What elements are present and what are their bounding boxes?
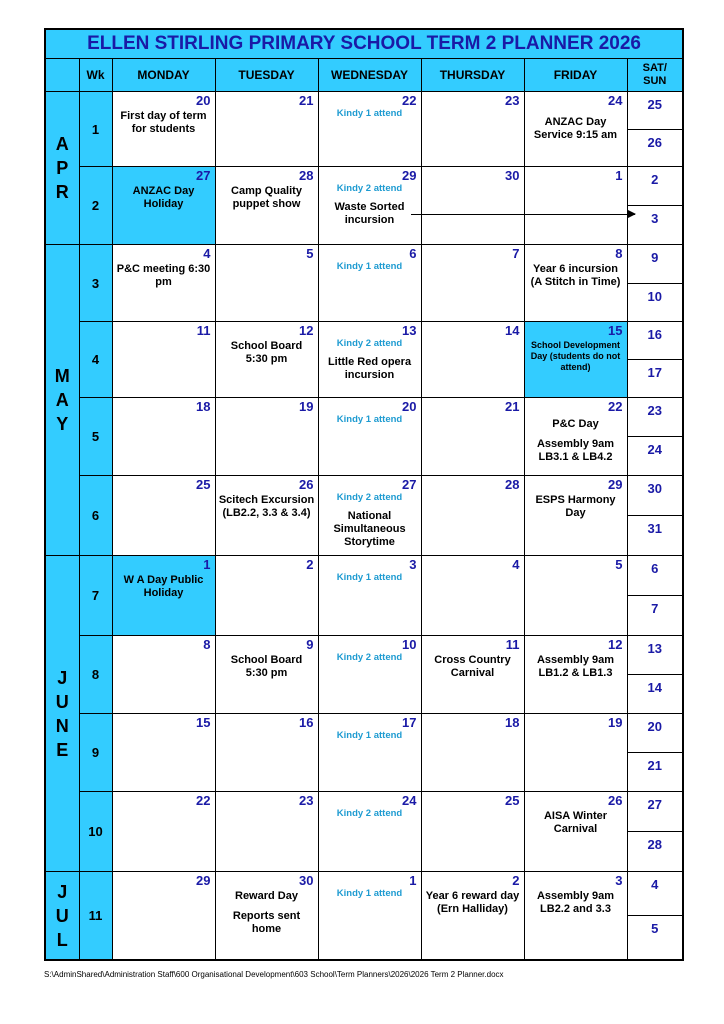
date-number: 30 <box>299 873 314 888</box>
event-text: Year 6 reward day (Ern Halliday) <box>425 890 520 915</box>
day-cell-wed <box>318 92 421 167</box>
event-text: School Development Day (students do not attend) <box>530 340 621 372</box>
week-number: 3 <box>79 245 112 322</box>
event-list <box>216 890 318 936</box>
month-label-june: J U N E <box>45 556 79 872</box>
kindy-attend-note: Kindy 1 attend <box>336 730 403 741</box>
day-cell-tue <box>215 167 318 245</box>
date-number: 1 <box>615 168 623 183</box>
day-cell-wed <box>318 792 421 872</box>
day-cell-wed <box>318 476 421 556</box>
week-number: 11 <box>79 872 112 961</box>
week-row <box>45 167 683 245</box>
saturday-date: 2 <box>651 172 659 187</box>
saturday-date: 16 <box>647 327 662 342</box>
event-text: Assembly 9am LB3.1 & LB4.2 <box>536 438 615 463</box>
day-cell-tue <box>215 398 318 476</box>
date-number: 7 <box>512 246 520 261</box>
saturday-date: 25 <box>647 97 662 112</box>
date-number: 22 <box>196 793 211 808</box>
week-row <box>45 398 683 476</box>
day-cell-thu <box>421 476 524 556</box>
day-cell-fri <box>524 92 627 167</box>
day-cell-fri <box>524 245 627 322</box>
file-path-footer: S:\AdminShared\Administration Staff\600 Organisational Development\603 School\Term Planners\2026\2026 Term 2 Planner.docx <box>44 970 504 979</box>
week-number: 8 <box>79 636 112 714</box>
sunday-date: 26 <box>628 129 683 167</box>
date-number: 29 <box>196 873 211 888</box>
day-cell-thu <box>421 398 524 476</box>
day-cell-fri <box>524 714 627 792</box>
week-row <box>45 476 683 556</box>
date-number: 10 <box>402 637 417 652</box>
week-row <box>45 714 683 792</box>
event-list <box>319 356 421 382</box>
saturday-date: 4 <box>651 877 659 892</box>
date-number: 22 <box>608 399 623 414</box>
date-number: 11 <box>505 637 520 652</box>
day-cell-wed <box>318 398 421 476</box>
event-list <box>525 116 627 142</box>
day-cell-wed <box>318 556 421 636</box>
weekend-cell <box>627 556 683 636</box>
event-list <box>216 654 318 680</box>
kindy-attend-note: Kindy 1 attend <box>336 108 403 119</box>
event-text: Reward Day <box>235 890 298 902</box>
date-number: 25 <box>196 477 211 492</box>
saturday-date: 20 <box>647 719 662 734</box>
date-number: 22 <box>402 93 417 108</box>
week-row <box>45 245 683 322</box>
kindy-attend-note: Kindy 2 attend <box>336 808 403 819</box>
day-cell-wed <box>318 167 421 245</box>
day-cell-mon <box>112 92 215 167</box>
date-number: 15 <box>608 323 623 338</box>
event-list <box>422 890 524 916</box>
date-number: 12 <box>608 637 623 652</box>
saturday-date: 13 <box>647 641 662 656</box>
month-label-may: M A Y <box>45 245 79 556</box>
kindy-attend-note: Kindy 1 attend <box>336 888 403 899</box>
date-number: 24 <box>608 93 623 108</box>
day-cell-wed <box>318 245 421 322</box>
week-number: 1 <box>79 92 112 167</box>
date-number: 25 <box>505 793 520 808</box>
weekend-cell <box>627 398 683 476</box>
week-number: 6 <box>79 476 112 556</box>
event-list <box>113 263 215 289</box>
event-list <box>113 574 215 600</box>
date-number: 13 <box>402 323 417 338</box>
header-week: Wk <box>79 59 112 92</box>
day-cell-mon <box>112 792 215 872</box>
day-cell-thu <box>421 872 524 961</box>
week-number: 7 <box>79 556 112 636</box>
date-number: 3 <box>615 873 623 888</box>
date-number: 28 <box>505 477 520 492</box>
date-number: 5 <box>615 557 623 572</box>
kindy-attend-note: Kindy 1 attend <box>336 572 403 583</box>
event-list <box>216 340 318 366</box>
header-row <box>45 59 683 92</box>
day-cell-fri <box>524 792 627 872</box>
date-number: 1 <box>203 557 211 572</box>
day-cell-fri <box>524 636 627 714</box>
week-row <box>45 556 683 636</box>
event-text: ANZAC Day Service 9:15 am <box>533 116 618 141</box>
kindy-attend-note: Kindy 1 attend <box>336 414 403 425</box>
day-cell-fri <box>524 872 627 961</box>
header-thursday: THURSDAY <box>421 59 524 92</box>
event-text: Assembly 9am LB1.2 & LB1.3 <box>536 654 615 679</box>
event-text: Little Red opera incursion <box>327 356 412 381</box>
event-list <box>525 263 627 289</box>
date-number: 21 <box>505 399 520 414</box>
event-list <box>525 418 627 464</box>
event-list <box>113 185 215 211</box>
date-number: 20 <box>402 399 417 414</box>
day-cell-thu <box>421 322 524 398</box>
date-number: 27 <box>196 168 211 183</box>
day-cell-thu <box>421 636 524 714</box>
weekend-cell <box>627 322 683 398</box>
day-cell-wed <box>318 872 421 961</box>
event-list <box>525 654 627 680</box>
date-number: 26 <box>299 477 314 492</box>
header-monday: MONDAY <box>112 59 215 92</box>
event-text: W A Day Public Holiday <box>123 574 204 599</box>
date-number: 8 <box>203 637 211 652</box>
week-row <box>45 792 683 872</box>
weekend-cell <box>627 792 683 872</box>
day-cell-tue <box>215 92 318 167</box>
planner-title: ELLEN STIRLING PRIMARY SCHOOL TERM 2 PLANNER 2026 <box>45 29 683 59</box>
event-text: P&C meeting 6:30 pm <box>116 263 211 288</box>
day-cell-wed <box>318 714 421 792</box>
date-number: 6 <box>409 246 417 261</box>
date-number: 18 <box>196 399 211 414</box>
weekend-cell <box>627 636 683 714</box>
date-number: 4 <box>512 557 520 572</box>
week-number: 2 <box>79 167 112 245</box>
day-cell-mon <box>112 398 215 476</box>
event-text: Reports sent home <box>232 910 301 935</box>
date-number: 8 <box>615 246 623 261</box>
date-number: 5 <box>306 246 314 261</box>
week-row <box>45 872 683 961</box>
week-row <box>45 92 683 167</box>
event-list <box>525 890 627 916</box>
date-number: 9 <box>306 637 314 652</box>
header-friday: FRIDAY <box>524 59 627 92</box>
week-row <box>45 636 683 714</box>
weekend-cell <box>627 245 683 322</box>
date-number: 28 <box>299 168 314 183</box>
day-cell-tue <box>215 792 318 872</box>
header-satsun <box>627 59 683 92</box>
event-text: First day of term for students <box>120 110 207 135</box>
date-number: 19 <box>608 715 623 730</box>
weeks-body <box>45 92 683 961</box>
sunday-date: 24 <box>628 436 683 475</box>
date-number: 1 <box>409 873 417 888</box>
weekend-cell <box>627 714 683 792</box>
day-cell-tue <box>215 714 318 792</box>
kindy-attend-note: Kindy 2 attend <box>336 492 403 503</box>
day-cell-mon <box>112 636 215 714</box>
day-cell-tue <box>215 872 318 961</box>
event-list <box>525 340 627 373</box>
date-number: 19 <box>299 399 314 414</box>
day-cell-tue <box>215 322 318 398</box>
kindy-attend-note: Kindy 2 attend <box>336 652 403 663</box>
day-cell-thu <box>421 245 524 322</box>
date-number: 12 <box>299 323 314 338</box>
saturday-date: 6 <box>651 561 659 576</box>
day-cell-fri <box>524 556 627 636</box>
date-number: 21 <box>299 93 314 108</box>
saturday-date: 27 <box>647 797 662 812</box>
date-number: 4 <box>203 246 211 261</box>
date-number: 26 <box>608 793 623 808</box>
day-cell-mon <box>112 167 215 245</box>
day-cell-fri <box>524 476 627 556</box>
day-cell-thu <box>421 92 524 167</box>
day-cell-thu <box>421 556 524 636</box>
saturday-date: 9 <box>651 250 659 265</box>
date-number: 29 <box>402 168 417 183</box>
event-text: Year 6 incursion (A Stitch in Time) <box>530 263 621 288</box>
date-number: 14 <box>505 323 520 338</box>
date-number: 24 <box>402 793 417 808</box>
week-number: 5 <box>79 398 112 476</box>
event-text: Cross Country Carnival <box>434 654 511 679</box>
event-list <box>319 201 421 227</box>
week-number: 4 <box>79 322 112 398</box>
term-planner-table <box>44 28 684 961</box>
event-list <box>422 654 524 680</box>
day-cell-tue <box>215 556 318 636</box>
day-cell-mon <box>112 714 215 792</box>
day-cell-wed <box>318 322 421 398</box>
weekend-cell <box>627 872 683 961</box>
event-text: Waste Sorted incursion <box>334 201 405 226</box>
date-number: 11 <box>196 323 211 338</box>
saturday-date: 23 <box>647 403 662 418</box>
event-list <box>216 185 318 211</box>
day-cell-wed <box>318 636 421 714</box>
date-number: 23 <box>299 793 314 808</box>
day-cell-mon <box>112 556 215 636</box>
header-sat: SAT/ <box>642 62 667 74</box>
date-number: 27 <box>402 477 417 492</box>
day-cell-fri <box>524 398 627 476</box>
week-number: 9 <box>79 714 112 792</box>
header-tuesday: TUESDAY <box>215 59 318 92</box>
date-number: 30 <box>505 168 520 183</box>
kindy-attend-note: Kindy 1 attend <box>336 261 403 272</box>
sunday-date: 14 <box>628 674 683 713</box>
week-number: 10 <box>79 792 112 872</box>
sunday-date: 28 <box>628 831 683 871</box>
kindy-attend-note: Kindy 2 attend <box>336 183 403 194</box>
day-cell-mon <box>112 322 215 398</box>
sunday-date: 17 <box>628 359 683 397</box>
day-cell-mon <box>112 476 215 556</box>
date-number: 20 <box>196 93 211 108</box>
event-list <box>525 810 627 836</box>
sunday-date: 21 <box>628 752 683 791</box>
event-list <box>525 494 627 520</box>
date-number: 2 <box>306 557 314 572</box>
date-number: 15 <box>196 715 211 730</box>
day-cell-mon <box>112 245 215 322</box>
day-cell-tue <box>215 476 318 556</box>
event-list <box>113 110 215 136</box>
date-number: 18 <box>505 715 520 730</box>
day-cell-thu <box>421 792 524 872</box>
header-wednesday: WEDNESDAY <box>318 59 421 92</box>
date-number: 2 <box>512 873 520 888</box>
date-number: 23 <box>505 93 520 108</box>
kindy-attend-note: Kindy 2 attend <box>336 338 403 349</box>
event-text: ESPS Harmony Day <box>535 494 616 519</box>
sunday-date: 10 <box>628 283 683 322</box>
event-text: Assembly 9am LB2.2 and 3.3 <box>536 890 615 915</box>
day-cell-thu <box>421 167 524 245</box>
weekend-cell <box>627 92 683 167</box>
weekend-cell <box>627 476 683 556</box>
sunday-date: 31 <box>628 515 683 555</box>
saturday-date: 30 <box>647 481 662 496</box>
day-cell-tue <box>215 636 318 714</box>
event-text: Scitech Excursion (LB2.2, 3.3 & 3.4) <box>218 494 315 519</box>
event-text: ANZAC Day Holiday <box>132 185 195 210</box>
month-label-jul: J U L <box>45 872 79 961</box>
event-text: School Board 5:30 pm <box>230 654 303 679</box>
event-text: Camp Quality puppet show <box>231 185 302 210</box>
event-text: P&C Day <box>552 418 599 430</box>
day-cell-fri <box>524 167 627 245</box>
day-cell-mon <box>112 872 215 961</box>
event-list <box>216 494 318 520</box>
sunday-date: 3 <box>628 205 683 244</box>
month-label-apr: A P R <box>45 92 79 245</box>
date-number: 3 <box>409 557 417 572</box>
event-text: AISA Winter Carnival <box>543 810 608 835</box>
header-sun: SUN <box>643 75 667 87</box>
date-number: 16 <box>299 715 314 730</box>
week-row <box>45 322 683 398</box>
day-cell-tue <box>215 245 318 322</box>
header-month-blank <box>45 59 79 92</box>
day-cell-fri <box>524 322 627 398</box>
date-number: 17 <box>402 715 417 730</box>
event-text: School Board 5:30 pm <box>230 340 303 365</box>
date-number: 29 <box>608 477 623 492</box>
event-list <box>319 510 421 549</box>
weekend-cell <box>627 167 683 245</box>
sunday-date: 7 <box>628 595 683 635</box>
event-text: National Simultaneous Storytime <box>333 510 406 548</box>
day-cell-thu <box>421 714 524 792</box>
sunday-date: 5 <box>628 915 683 959</box>
